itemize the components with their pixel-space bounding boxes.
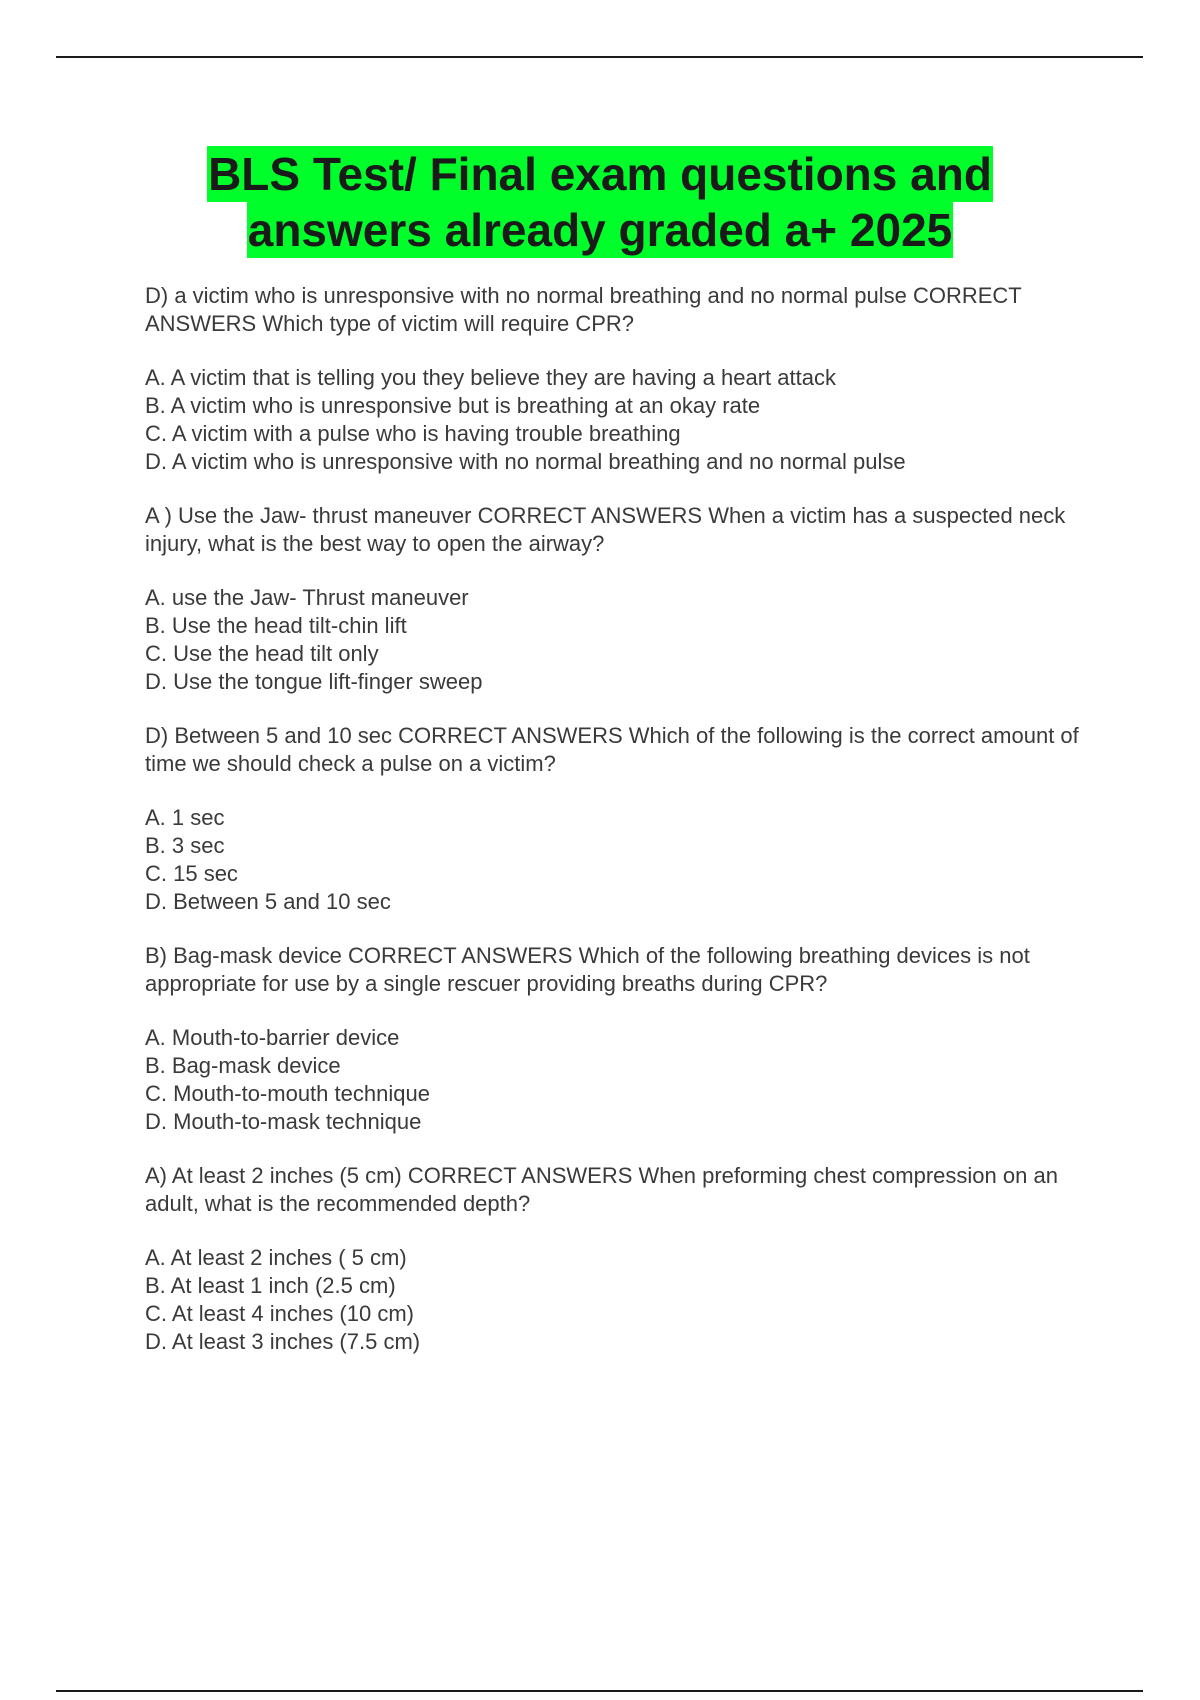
answer-option: A. Mouth-to-barrier device [145,1025,400,1050]
question-list [145,282,1095,1382]
question-block-2 [145,502,1095,696]
question-text: A) At least 2 inches (5 cm) CORRECT ANSWERS When preforming chest compression on an adult, what is the recommended depth? [145,1163,1058,1216]
title-line-1: BLS Test/ Final exam questions and [208,148,992,200]
document-title [0,146,1200,258]
answer-options [145,584,1095,696]
question-block-1 [145,282,1095,476]
answer-option: B. At least 1 inch (2.5 cm) [145,1273,396,1298]
question-text: D) a victim who is unresponsive with no normal breathing and no normal pulse CORRECT ANSWERS Which type of victim will require CPR? [145,283,1022,336]
question-text: B) Bag-mask device CORRECT ANSWERS Which of the following breathing devices is not appropriate for use by a single rescuer providing breaths during CPR? [145,943,1030,996]
answer-option: D. At least 3 inches (7.5 cm) [145,1329,421,1354]
answer-option: D. Use the tongue lift-finger sweep [145,669,483,694]
answer-option: A. A victim that is telling you they believe they are having a heart attack [145,365,836,390]
answer-options [145,1244,1095,1356]
footer-rule [56,1690,1143,1692]
question-text: D) Between 5 and 10 sec CORRECT ANSWERS Which of the following is the correct amount of time we should check a pulse on a victim? [145,723,1079,776]
answer-options [145,1024,1095,1136]
title-line-2: answers already graded a+ 2025 [247,204,953,256]
answer-options [145,804,1095,916]
answer-option: B. 3 sec [145,833,225,858]
answer-options [145,364,1095,476]
answer-option: C. A victim with a pulse who is having trouble breathing [145,421,681,446]
answer-option: B. Bag-mask device [145,1053,341,1078]
answer-option: D. Between 5 and 10 sec [145,889,391,914]
answer-option: C. Use the head tilt only [145,641,379,666]
question-block-3 [145,722,1095,916]
answer-option: B. Use the head tilt-chin lift [145,613,407,638]
answer-option: C. At least 4 inches (10 cm) [145,1301,414,1326]
answer-option: C. 15 sec [145,861,238,886]
answer-option: D. Mouth-to-mask technique [145,1109,422,1134]
answer-option: A. use the Jaw- Thrust maneuver [145,585,469,610]
question-block-5 [145,1162,1095,1356]
answer-option: D. A victim who is unresponsive with no normal breathing and no normal pulse [145,449,906,474]
question-block-4 [145,942,1095,1136]
header-rule [56,56,1143,58]
answer-option: A. At least 2 inches ( 5 cm) [145,1245,407,1270]
answer-option: C. Mouth-to-mouth technique [145,1081,430,1106]
question-text: A ) Use the Jaw- thrust maneuver CORRECT ANSWERS When a victim has a suspected neck injury, what is the best way to open the airway? [145,503,1066,556]
answer-option: A. 1 sec [145,805,225,830]
answer-option: B. A victim who is unresponsive but is breathing at an okay rate [145,393,761,418]
